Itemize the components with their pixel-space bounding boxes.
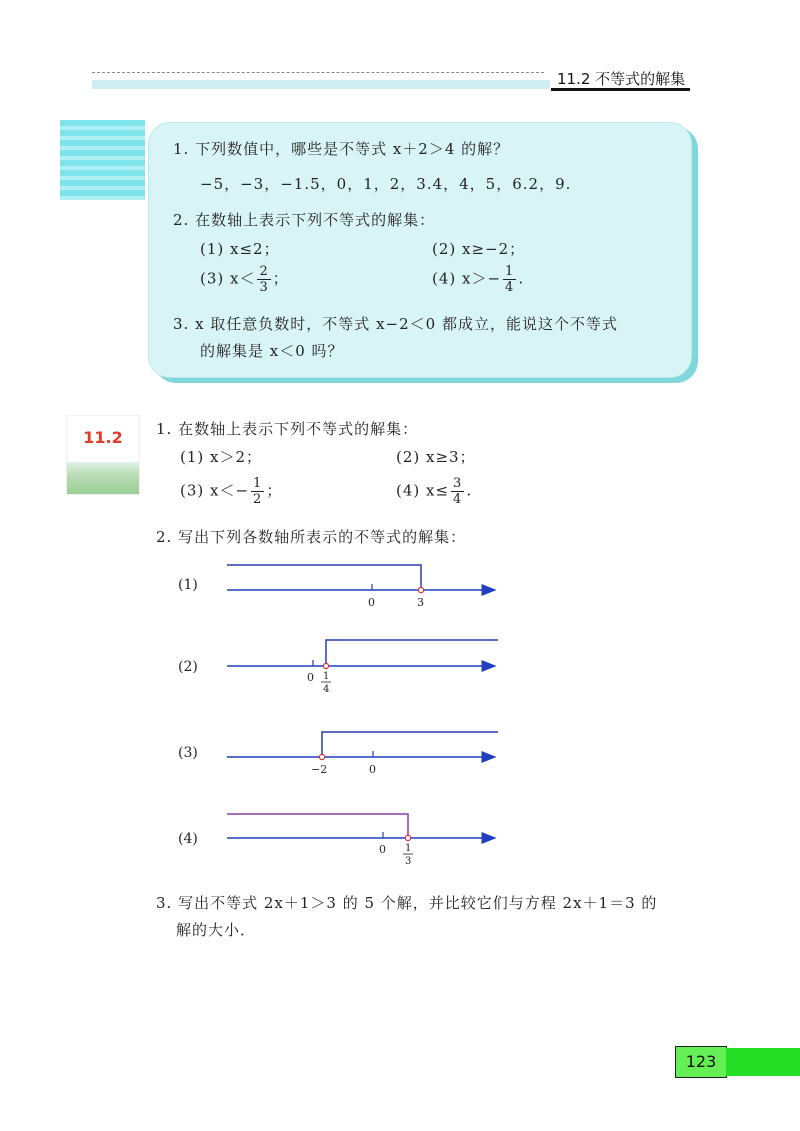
line1-ray bbox=[227, 565, 421, 590]
line3-tick-label-1: 0 bbox=[369, 763, 376, 776]
line4-frac-den: 3 bbox=[405, 856, 412, 867]
line2-frac-den: 4 bbox=[323, 684, 330, 695]
line2-tick-label-0: 0 bbox=[307, 671, 314, 684]
fraction: $\frac{1}{2}$ bbox=[253, 476, 263, 507]
line2-ray bbox=[326, 640, 498, 666]
exercise-q2: 2. 写出下列各数轴所表示的不等式的解集： bbox=[156, 528, 467, 546]
number-line-figure bbox=[170, 555, 510, 885]
practice-q2: 2. 在数轴上表示下列不等式的解集： bbox=[173, 211, 436, 229]
exercise-tab-image bbox=[67, 462, 139, 494]
line3-tick-label-0: −2 bbox=[311, 763, 328, 776]
header-dotted-rule bbox=[92, 72, 544, 73]
section-title: 11.2 不等式的解集 bbox=[557, 70, 686, 88]
line1-tick-label-1: 3 bbox=[417, 596, 424, 609]
line4-frac-num: 1 bbox=[405, 843, 412, 854]
page-number: 123 bbox=[675, 1046, 727, 1078]
line2-frac-num: 1 bbox=[323, 671, 330, 682]
fraction: $\frac{3}{4}$ bbox=[453, 476, 463, 507]
line4-label: (4) bbox=[178, 831, 198, 847]
line3-label: (3) bbox=[178, 745, 198, 761]
line3-endpoint bbox=[319, 754, 324, 759]
practice-q2-a: (1) x≤2； bbox=[200, 240, 280, 258]
exercise-q3-line1: 3. 写出不等式 2x＋1＞3 的 5 个解，并比较它们与方程 2x＋1＝3 的 bbox=[156, 894, 658, 912]
practice-q2-c: (3) x＜ $\frac{2}{3}$ ； bbox=[200, 264, 289, 295]
exercise-q1: 1. 在数轴上表示下列不等式的解集： bbox=[156, 420, 419, 438]
header-band bbox=[92, 80, 550, 89]
practice-q2-d: (4) x＞− $\frac{1}{4}$ . bbox=[432, 264, 525, 295]
practice-q2-b: (2) x≥−2； bbox=[432, 240, 526, 258]
line2-endpoint bbox=[323, 663, 328, 668]
page-number-bar bbox=[726, 1048, 800, 1076]
exercise-q1-c: (3) x＜− $\frac{1}{2}$ ； bbox=[180, 476, 283, 507]
exercise-tab bbox=[66, 415, 140, 495]
fraction: $\frac{1}{4}$ bbox=[505, 264, 515, 295]
practice-tab bbox=[60, 120, 145, 200]
practice-q3-line2: 的解集是 x＜0 吗？ bbox=[200, 342, 344, 360]
line4-tick-label-0: 0 bbox=[379, 843, 386, 856]
exercise-q1-b: (2) x≥3； bbox=[396, 448, 476, 466]
practice-q1-values: −5，−3，−1.5，0，1，2，3.4，4，5，6.2，9. bbox=[200, 175, 572, 193]
line1-endpoint bbox=[418, 587, 423, 592]
line4-endpoint bbox=[405, 835, 410, 840]
practice-q3-line1: 3. x 取任意负数时，不等式 x−2＜0 都成立，能说这个不等式 bbox=[173, 315, 618, 333]
line2-label: (2) bbox=[178, 659, 198, 675]
exercise-q1-d: (4) x≤ $\frac{3}{4}$ . bbox=[396, 476, 473, 507]
exercise-q3-line2: 解的大小． bbox=[176, 921, 257, 939]
line1-label: (1) bbox=[178, 577, 198, 593]
header-underline bbox=[551, 88, 690, 91]
practice-q1: 1. 下列数值中，哪些是不等式 x＋2＞4 的解？ bbox=[173, 140, 510, 158]
fraction: $\frac{2}{3}$ bbox=[259, 264, 269, 295]
exercise-tab-label: 11.2 bbox=[83, 428, 123, 447]
line4-ray bbox=[227, 814, 408, 838]
line1-tick-label-0: 0 bbox=[368, 596, 375, 609]
exercise-q1-a: (1) x＞2； bbox=[180, 448, 263, 466]
line3-ray bbox=[322, 732, 498, 757]
